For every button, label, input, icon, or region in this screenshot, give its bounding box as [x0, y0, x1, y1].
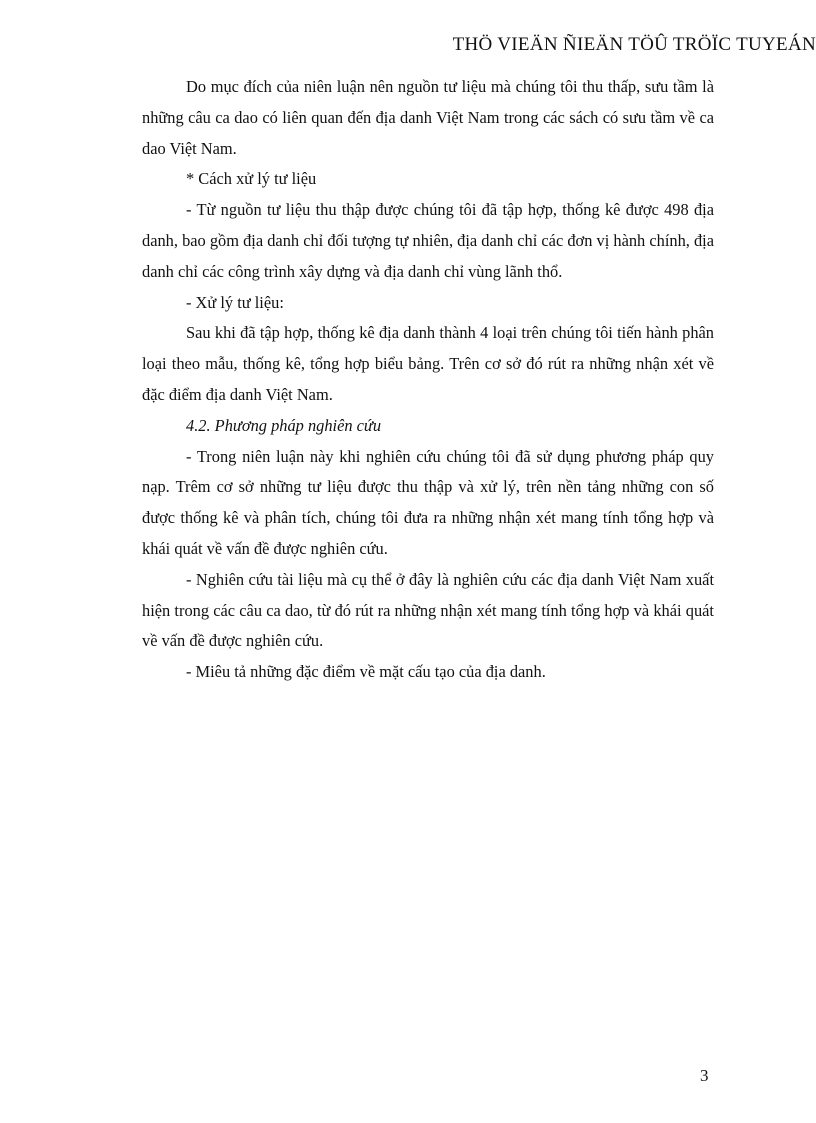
page-header: THÖ VIEÄN ÑIEÄN TÖÛ TRÖÏC TUYEÁN	[452, 34, 816, 55]
section-heading-research-method: 4.2. Phương pháp nghiên cứu	[186, 415, 382, 435]
paragraph-classification: Sau khi đã tập hợp, thống kê địa danh thành 4 loại trên chúng tôi tiến hành phân loại theo mẫu, thống kê, tổng hợp biểu bảng. Trên cơ sở đó rút ra những nhận xét về đặc điểm địa danh Việt Nam.	[142, 323, 714, 404]
paragraph-description-method: - Miêu tả những đặc điểm về mặt cấu tạo của địa danh.	[186, 662, 546, 682]
paragraph-processing-label: - Xử lý tư liệu:	[186, 292, 284, 312]
paragraph-source-description: Do mục đích của niên luận nên nguồn tư liệu mà chúng tôi thu thấp, sưu tầm là những câu ca dao có liên quan đến địa danh Việt Nam trong các sách có sưu tầm về ca dao Việt Nam.	[142, 77, 714, 158]
paragraph-statistics: - Từ nguồn tư liệu thu thập được chúng tôi đã tập hợp, thống kê được 498 địa danh, bao gồm địa danh chỉ đối tượng tự nhiên, địa danh chỉ các đơn vị hành chính, địa danh chỉ các công trình xây dựng và địa danh chỉ vùng lãnh thổ.	[142, 200, 714, 281]
paragraph-processing-heading: * Cách xử lý tư liệu	[186, 169, 317, 189]
page-number: 3	[700, 1066, 709, 1085]
paragraph-literature-research: - Nghiên cứu tài liệu mà cụ thể ở đây là nghiên cứu các địa danh Việt Nam xuất hiện trong các câu ca dao, từ đó rút ra những nhận xét mang tính tổng hợp và khái quát về vấn đề được nghiên cứu.	[142, 569, 714, 651]
body-text	[142, 72, 714, 688]
paragraph-induction-method: - Trong niên luận này khi nghiên cứu chúng tôi đã sử dụng phương pháp quy nạp. Trêm cơ sở những tư liệu được thu thập và xử lý, trên nền tảng những con số được thống kê và phân tích, chúng tôi đưa ra những nhận xét mang tính tổng hợp và khái quát về vấn đề được nghiên cứu.	[142, 446, 714, 558]
